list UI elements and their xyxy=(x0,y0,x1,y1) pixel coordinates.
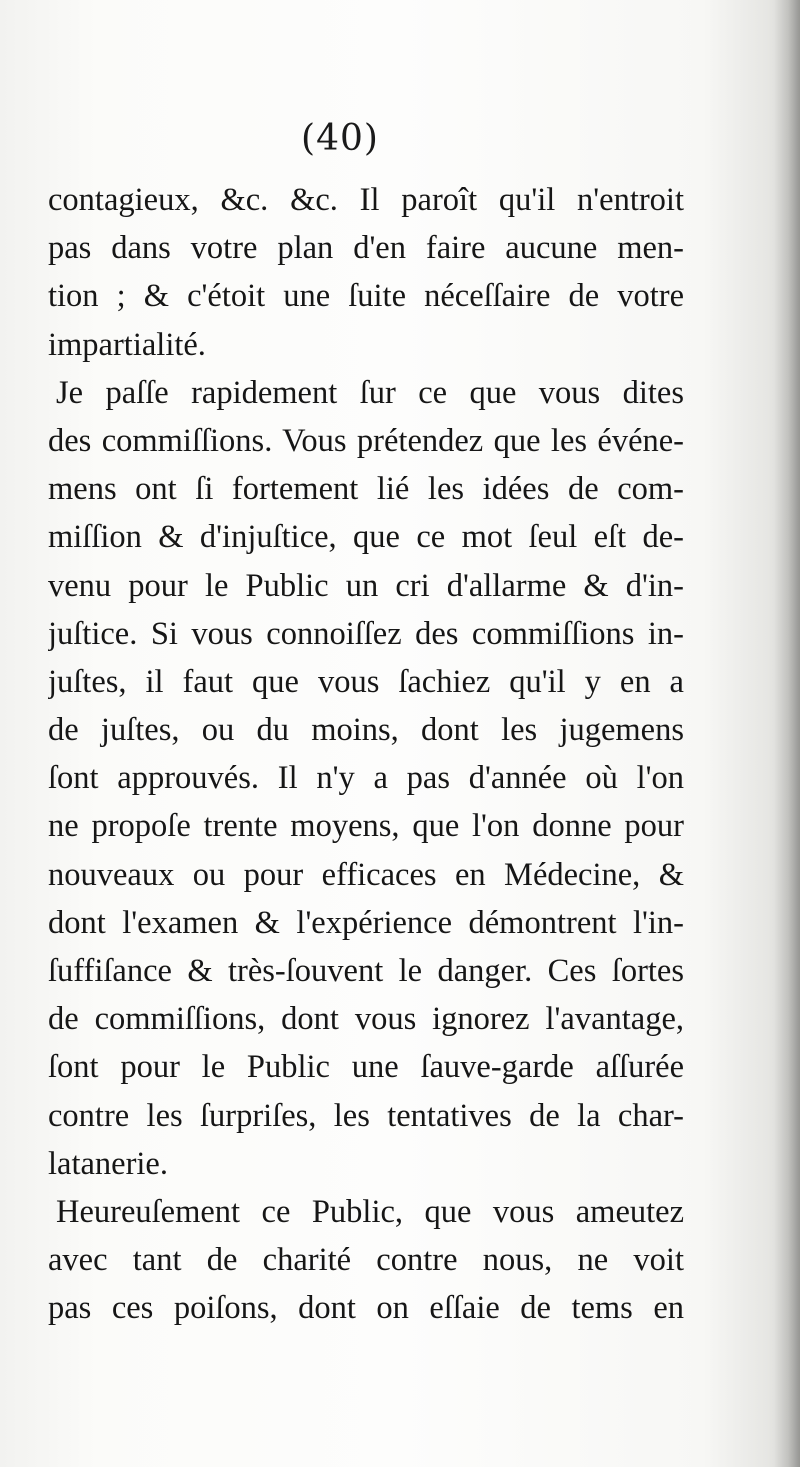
body-text xyxy=(48,176,684,1333)
page-edge-shadow xyxy=(774,0,800,1467)
text-line: latanerie. xyxy=(48,1145,168,1182)
text-line: Je paſſe rapidement ſur ce que vous dites xyxy=(56,374,684,411)
text-line: pas dans votre plan d'en faire aucune men- xyxy=(48,230,684,267)
text-line: avec tant de charité contre nous, ne voit xyxy=(48,1242,684,1279)
text-line: venu pour le Public un cri d'allarme & d'in- xyxy=(48,567,684,604)
text-line: miſſion & d'injuſtice, que ce mot ſeul eſt de- xyxy=(48,519,684,556)
text-line: de commiſſions, dont vous ignorez l'avantage, xyxy=(48,1001,684,1038)
text-line: tion ; & c'étoit une ſuite néceſſaire de votre xyxy=(48,278,684,315)
text-line: ſont approuvés. Il n'y a pas d'année où l'on xyxy=(48,760,684,797)
text-line: dont l'examen & l'expérience démontrent l'in- xyxy=(48,904,684,941)
text-line: juſtes, il faut que vous ſachiez qu'il y en a xyxy=(48,663,684,700)
text-line: ne propoſe trente moyens, que l'on donne pour xyxy=(48,808,684,845)
text-line: Heureuſement ce Public, que vous ameutez xyxy=(56,1193,684,1230)
text-line: pas ces poiſons, dont on eſſaie de tems en xyxy=(48,1290,684,1327)
text-line: ſuffiſance & très-ſouvent le danger. Ces ſortes xyxy=(48,953,684,989)
text-line: contre les ſurpriſes, les tentatives de la char- xyxy=(48,1097,684,1134)
text-line: de juſtes, ou du moins, dont les jugemens xyxy=(48,712,684,749)
text-line: des commiſſions. Vous prétendez que les événe- xyxy=(48,422,684,459)
text-line: mens ont ſi fortement lié les idées de com- xyxy=(48,471,684,508)
page-number: (40) xyxy=(301,118,379,159)
text-line: contagieux, &c. &c. Il paroît qu'il n'entroit xyxy=(48,182,684,218)
text-line: impartialité. xyxy=(48,326,206,363)
text-line: ſont pour le Public une ſauve-garde aſſurée xyxy=(48,1049,684,1086)
text-line: nouveaux ou pour efficaces en Médecine, & xyxy=(48,856,684,893)
text-line: juſtice. Si vous connoiſſez des commiſſions in- xyxy=(48,615,684,652)
